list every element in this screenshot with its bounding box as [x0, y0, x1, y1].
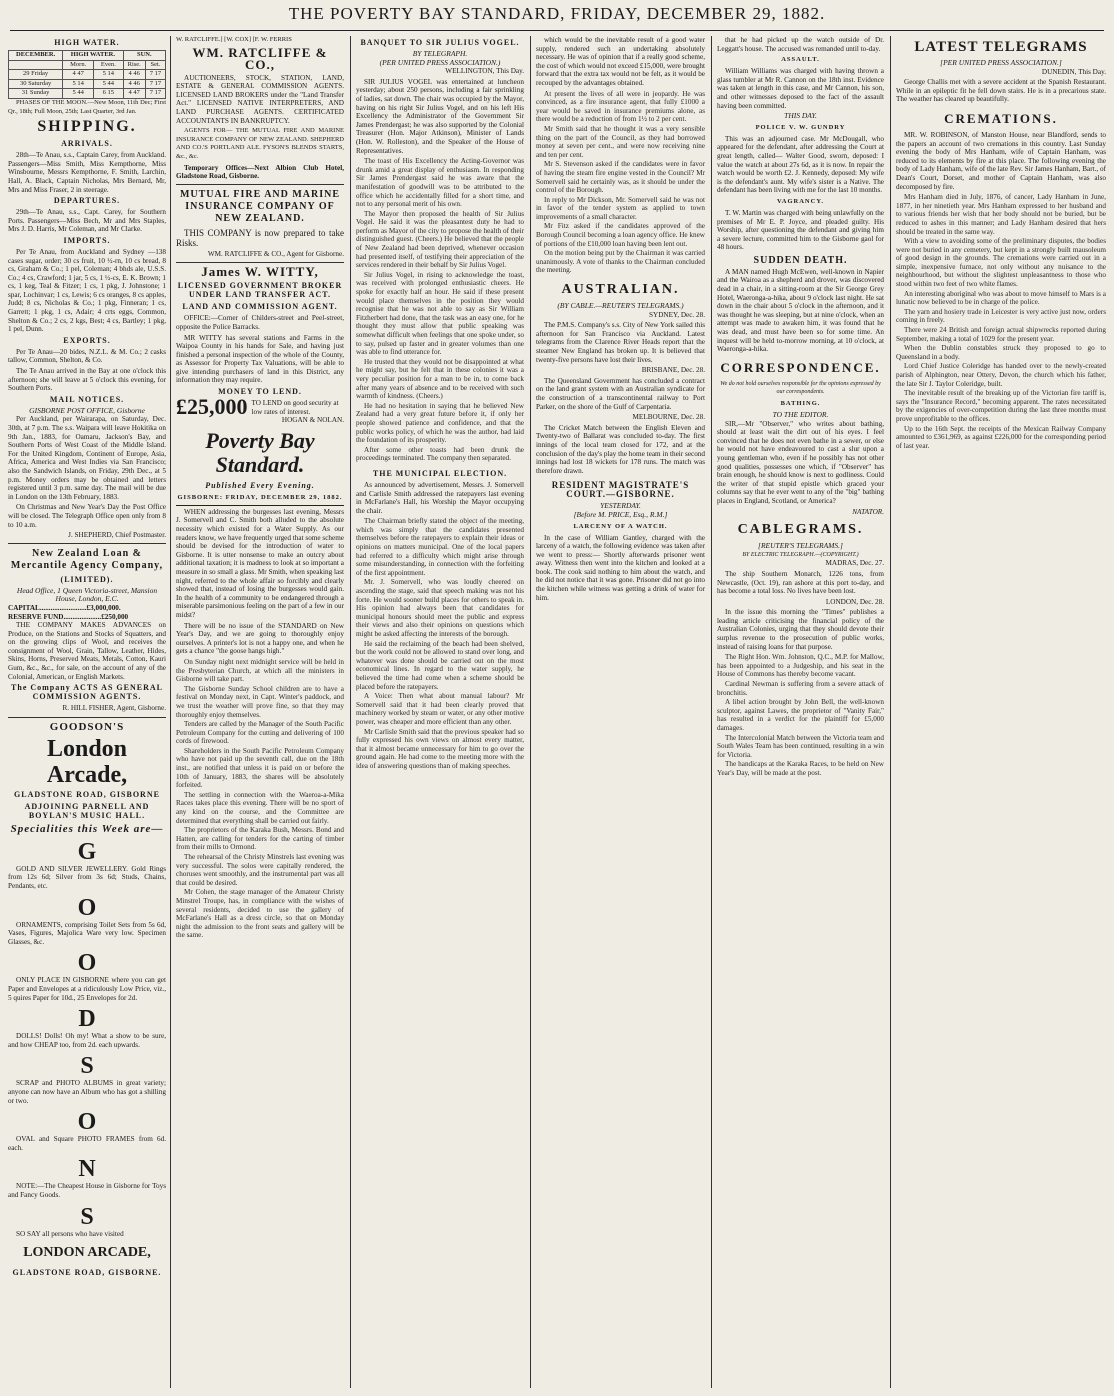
loan-agent: R. HILL FISHER, Agent, Gisborne. — [62, 704, 166, 713]
this-day: THIS DAY. — [784, 111, 817, 121]
money-agent: HOGAN & NOLAN. — [281, 416, 344, 425]
acrostic-line: ONLY PLACE IN GISBORNE where you can get Paper and Envelopes at a ridiculously Low Price, viz., 5 quires Paper for 10d., 25 Envelopes for 2d. — [8, 976, 166, 1002]
loan-capital: CAPITAL..........................£3,000,000. — [8, 603, 121, 612]
rm-court-heading: RESIDENT MAGISTRATE'S COURT.—GISBORNE. — [551, 480, 690, 500]
news-paragraph: In reply to Mr Dickson, Mr. Somervell said he was not in favor of the tender system as applied to town improvements of a small character. — [536, 195, 705, 221]
loan-limited: (LIMITED). — [60, 574, 114, 584]
exports-heading: EXPORTS. — [63, 335, 111, 345]
madras-text: The ship Southern Monarch, 1226 tons, from Newcastle, (Oct. 19), ran ashore at this port to-day, and has become a total loss. No lives have been lost. — [717, 569, 884, 596]
vagrancy-heading: VAGRANCY. — [776, 197, 825, 205]
column-1 — [8, 36, 166, 1388]
sydney-dateline: SYDNEY, Dec. 28. — [649, 310, 705, 319]
table-row — [9, 79, 166, 89]
mutual-agent: WM. RATCLIFFE & CO., Agent for Gisborne. — [207, 249, 344, 258]
news-paragraph: The Right Hon. Wm. Johnston, Q.C., M.P. for Mallow, has been appointed to a Judgeship, and his seat in the House of Commons has thereby become vacant. — [717, 653, 884, 679]
tide-col-header: DECEMBER. — [9, 51, 63, 61]
news-paragraph: The toast of His Excellency the Acting-Governor was drunk amid a great display of enthusiasm. In responding Sir James Prendergast said he was aware that the manifestation of goodwill was to be attributed to the office which he accidentally filled for a short time, and not to any personal merit of his own. — [356, 157, 524, 209]
news-paragraph: The proprietors of the Karaka Bush, Messrs. Bond and Hatten, are calling for tenders for the carting of timber from their mills to Ormond. — [176, 826, 344, 852]
firm-partners: W. RATCLIFFE.] [W. COX] [F. W. FERRIS — [176, 36, 292, 43]
column-6 — [896, 36, 1106, 1388]
tide-cell: 4 47 — [123, 89, 145, 99]
latest-telegrams-heading: LATEST TELEGRAMS — [914, 39, 1088, 55]
news-paragraph: The Intercolonial Match between the Victoria team and South Wales Team has been continued, resulting in a win for Victoria. — [717, 733, 884, 759]
news-paragraph: He said the reclaiming of the beach had been shelved, but the work could not be allowed to stand over long, and whatever was done should be carried out on the most economical lines. In regard to the water supply, he believed the time had come when a scheme should be placed before the ratepayers. — [356, 639, 524, 691]
tide-cell: 7 17 — [145, 70, 165, 80]
masthead-rule — [10, 30, 1104, 31]
news-paragraph: Cardinal Newman is suffering from a severe attack of bronchitis. — [717, 680, 884, 697]
dunedin-dateline: DUNEDIN, This Day. — [1041, 67, 1106, 76]
correspondence-text: SIR,—Mr "Observer," who writes about bathing, should at least wait the dirt out of his eyes. I feel convinced that he does not even bathe in a sewer, or else he would not have endeavoured to cast a slur upon a young gentleman who, even if he possibly has not other good qualities, possesses one which, if "Observer" has brain enough, he should know is next to godliness. Could the writer of that stupid epistle which graced your columns say that he ever went to any of the "big" bathing places in England, Scotland, or America? — [717, 419, 884, 505]
by-telegraph: BY TELEGRAPH. — [412, 49, 468, 58]
divider — [176, 505, 344, 506]
firm-text: AUCTIONEERS, STOCK, STATION, LAND, ESTATE & GENERAL COMMISSION AGENTS. LICENSED LAND BROKERS under the "Land Transfer Act." LICENSED NATIVE INTERPRETERS, AND LAND PURCHASE AGENTS. CERTIFICATED ACCOUNTANTS IN BANKRUPTCY. — [176, 73, 344, 125]
tide-cell: 31 Sunday — [9, 89, 63, 99]
reuter-note: [REUTER'S TELEGRAMS.] — [758, 541, 843, 551]
municipal-lead: As announced by advertisement, Messrs. J. Somervell and Carlisle Smith addressed the ratepayers last evening in McFarlane's Hall, his Worship the Mayor occupying the chair. — [356, 480, 524, 515]
banquet-heading: BANQUET TO SIR JULIUS VOGEL. — [360, 38, 520, 47]
news-paragraph: Lord Chief Justice Coleridge has handed over to the newly-created parish of Alphington, near Ottery, Devon, the church which his father, the late Sir J. Taylor Coleridge, built. — [896, 362, 1106, 388]
no-issue-note: There will be no issue of the STANDARD on New Year's Day, and we are going to thoroughly enjoy ourselves. A printer's lot is not a happy one, and when he gets a chance "the goose hangs high." — [176, 621, 344, 656]
tide-table — [8, 50, 166, 99]
rm-larceny: LARCENY OF A WATCH. — [573, 522, 668, 530]
money-text: TO LEND on good security at low rates of interest. — [251, 399, 339, 416]
news-paragraph: When the Dublin constables struck they proposed to go to Queensland in a body. — [896, 344, 1106, 361]
rm-yesterday: YESTERDAY. — [600, 501, 641, 511]
acrostic-line: NOTE:—The Cheapest House in Gisborne for Toys and Fancy Goods. — [8, 1182, 166, 1199]
witty-text: MR WITTY has several stations and Farms in the Waipoa County in his hands for Sale, and having just finished a personal inspection of the whole of the County, as Assessor for Property Tax Valuations, will be able to give intending purchasers of land in this District, any information they may require. — [176, 333, 344, 385]
tide-cell: 4 46 — [123, 70, 145, 80]
municipal-heading: THE MUNICIPAL ELECTION. — [372, 468, 508, 478]
news-paragraph: Up to the 16th Sept. the receipts of the Mexican Railway Company amounted to £361,969, as against £226,000 for the corresponding period of last year. — [896, 424, 1106, 450]
column-divider — [711, 36, 712, 1388]
election-continued: which would be the inevitable result of a good water supply, rendered such an undertaking absolutely necessary. He was of opinion that if a really good scheme, the cost of which would not exceed £15,000, were brought forward that the extra tax would not be felt, as it would be recouped by the advantages obtained. — [536, 36, 705, 87]
electric-note: BY ELECTRIC TELEGRAPH.—(COPYRIGHT.) — [742, 551, 859, 558]
london-arcade-heading: London Arcade, — [46, 735, 128, 788]
acrostic-line: SO SAY all persons who have visited — [16, 1229, 124, 1238]
press-association: (PER UNITED PRESS ASSOCIATION.) — [379, 57, 501, 67]
cremations-heading: CREMATIONS. — [944, 110, 1058, 126]
news-paragraph: The settling in connection with the Waeroa-a-Mika Races takes place this evening. There will be no sport of any kind on the course, and the Committee are determined that everything shall be carried out fairly. — [176, 790, 344, 825]
banquet-dateline: WELLINGTON, This Day. — [445, 67, 524, 76]
news-paragraph: He trusted that they would not be disappointed at what he might say, but he felt that in these colonies it was a very peculiar position for a man to be in, to come back after many years of absence and to be received with such warmth of kindness. (Cheers.) — [356, 357, 524, 401]
tide-cell: 4 46 — [123, 79, 145, 89]
loan-reserve: RESERVE FUND.....................£250,000 — [8, 612, 129, 621]
goodson-heading: GOODSON'S — [49, 720, 125, 733]
australian-heading: AUSTRALIAN. — [561, 282, 680, 298]
vagrancy-text: T. W. Martin was charged with being unlawfully on the premises of Mr E. P. Joyce, and pleaded guilty. His Worship, after questioning the defendant and giving him a severe lecture, committed him to the Gisborne gaol for 48 hours. — [717, 208, 884, 252]
witty-name: James W. WITTY, — [201, 264, 319, 280]
tide-cell: 6 15 — [94, 89, 123, 99]
police-text: This was an adjourned case. Mr McDougall, who appeared for the defendant, after addressing the Court at great length, called— Walter Good, sworn, deposed: I value the watch at about 27s 6d, as it is now. In repair the watch would be worth £2. J. Kennedy, deposed: My wife is the defendant's aunt. My wife's sister is a Native. The defendant has been living with me for the last 10 months. — [717, 134, 884, 195]
acrostic-line: SCRAP and PHOTO ALBUMS in great variety; anyone can now have an Album who has got a shilling or two. — [8, 1079, 166, 1105]
gladstone-road: GLADSTONE ROAD, GISBORNE — [14, 789, 160, 799]
tide-col-header: SUN. — [123, 51, 165, 61]
acrostic-line: OVAL and Square PHOTO FRAMES from 6d. each. — [8, 1135, 166, 1152]
news-paragraph: Mr S. Stevenson asked if the candidates were in favor of having the steam fire engine vested in the Council? Mr Somervell said he certainly was, as it should be under the control of the Borough. — [536, 160, 705, 195]
tide-cell: 5 14 — [94, 70, 123, 80]
money-heading: MONEY TO LEND. — [218, 387, 302, 397]
brisbane-dateline: BRISBANE, Dec. 28. — [641, 366, 705, 375]
london-text: In the issue this morning the "Times" publishes a leading article criticising the financial policy of the Australian Colonies, urging that they should devote their surplus revenue to the prosecution of public works, instead of raising loans for that purpose. — [717, 608, 884, 651]
column-4 — [536, 36, 705, 1388]
arrivals-heading: ARRIVALS. — [61, 139, 113, 149]
tide-subheader — [9, 60, 63, 70]
witty-sub: LICENSED GOVERNMENT BROKER UNDER LAND TRANSFER ACT. — [177, 281, 343, 300]
correspondence-heading: CORRESPONDENCE. — [720, 359, 881, 375]
melbourne-dateline: MELBOURNE, Dec. 28. — [632, 413, 705, 422]
mail-sub: GISBORNE POST OFFICE, Gisborne — [29, 405, 145, 415]
firm-name: WM. RATCLIFFE & CO., — [192, 44, 328, 72]
local-news — [176, 658, 344, 940]
news-paragraph: The Chairman briefly stated the object of the meeting, which was simply that the candidates presented themselves before the ratepayers to explain their ideas or opinions on matters municipal. One of the local papers had referred to a difficulty which might arise through some misunderstanding, in connection with the forfeiting of the first appointment. — [356, 517, 524, 577]
news-paragraph: With a view to avoiding some of the preliminary disputes, the bodies were not buried in any cemetery, but kept in a strongly built mausoleum of good design in the grounds. The cremations were carried out in a simple, inexpensive furnace, not only without any nuisance to the neighbourhood, but without the slightest unpleasantness to those who stood within two feet of two white flames. — [896, 237, 1106, 289]
tide-subheader: Rise. — [123, 60, 145, 70]
sudden-death-heading: SUDDEN DEATH. — [753, 254, 848, 266]
sudden-death-text: A MAN named Hugh McEwen, well-known in Napier and the Wairoa as a shepherd and drover, was discovered dead in a chair, in a sitting-room at the Sir George Grey Hotel, Waeronga-a-hika, about 9 o'clock last night. He sat down in the chair about 5 o'clock in the afternoon, and it was thought he was sleeping, but at nine o'clock, when an attempt was made to awaken him, it was found that he was dead, and must have been so for some time. An inquest will be held to-morrow morning, at 10 o'clock, at Waeronga-a-hika. — [717, 267, 884, 354]
bathing-heading: BATHING. — [780, 400, 821, 407]
acrostic-letter: S — [80, 1203, 94, 1230]
specialities: Specialities this Week are— — [10, 822, 164, 835]
tide-col-header: HIGH WATER. — [63, 51, 123, 61]
news-paragraph: On the motion being put by the Chairman it was carried unanimously. A vote of thanks to the Chairman concluded the meeting. — [536, 249, 705, 275]
rm-text: In the case of William Gantley, charged with the larceny of a watch, the following evidence was taken after we went to press:— Shortly afterwards prisoner went away. Witness then went into the kitchen and looked at a book. The cook said nothing to him about the watch, and he did not notice that it was gone. Prisoner did not go into the kitchen while witness was getting a drink of water for him. — [536, 533, 705, 602]
anau-note: The Te Anau arrived in the Bay at one o'clock this afternoon; she will leave at 5 o'clock this evening, for Southern Ports. — [8, 367, 166, 393]
news-paragraph: Mr Carlisle Smith said that the previous speaker had so fully expressed his own views on almost every matter, that it almost became unnecessary for him to go over the ground again. He had come to the meeting more with the idea of answering questions than of making speeches. — [356, 727, 524, 770]
tide-cell: 5 44 — [63, 89, 94, 99]
tide-cell: 29 Friday — [9, 70, 63, 80]
cablegrams-heading: CABLEGRAMS. — [737, 522, 864, 538]
column-divider — [890, 36, 891, 1388]
news-paragraph: Mr Smith said that he thought it was a very sensible thing on the part of the Council, as they had borrowed money at seven per cent., and were now receiving nine and ten per cent. — [536, 124, 705, 159]
editorial: WHEN addressing the burgesses last evening, Messrs J. Somervell and C. Smith both alluded to the absolute necessity which existed for a Water Supply. As our readers know, we have frequently urged that some scheme should be devised for the introduction of water to Gisborne. It is utter nonsense to make an outcry about additional taxation; it is madness to look at so important a measure in so small a glass. Mr Smith, when speaking last night, referred to the whole affair so forcibly and clearly showed that, instead of losing the burgesses would gain. In the health of a community to be endangered through a miserable parsimonious feeling on the part of a few in our midst? — [176, 507, 344, 619]
money-ad — [176, 394, 344, 420]
exports-text: Per Te Anau—20 bides, N.Z.L. & M. Co.; 2 casks tallow, Common, Shelton, & Co. — [8, 347, 166, 365]
witty-role: LAND AND COMMISSION AGENT. — [182, 302, 338, 312]
banquet-body — [356, 157, 524, 463]
mail-text: Per Auckland, per Wairarapa, on Saturday, Dec. 30th, at 7 p.m. The s.s. Waipara will leave Hokitika on 9th Jan., 1883, for Oamaru, Jackson's Bay, and Southern Ports of West Coast of the Middle Island. For the United Kingdom, Continent of Europe, Asia, Africa, America and West Indies via San Francisco; also the Sandwich Islands, on Friday, 29th Dec., at 5 p.m. Money orders may be obtained and letters registered until 3 p.m. same day. The mail will be due in London on the 13th February, 1883. — [8, 415, 166, 501]
news-paragraph: The handicaps at the Karaka Races, to be held on New Year's Day, will be made at the post. — [717, 760, 884, 777]
departures-heading: DEPARTURES. — [53, 196, 121, 206]
acrostic-letter: S — [80, 1053, 94, 1080]
tide-cell: 5 14 — [63, 79, 94, 89]
mutual-title: MUTUAL FIRE AND MARINE INSURANCE COMPANY OF NEW ZEALAND. — [179, 188, 341, 224]
tide-cell: 7 17 — [145, 89, 165, 99]
tide-cell: 4 47 — [63, 70, 94, 80]
news-paragraph: The yarn and hosiery trade in Leicester is very active just now, orders coming in freely. — [896, 307, 1106, 325]
misc-news — [896, 193, 1106, 450]
dateline: GISBORNE: FRIDAY, DECEMBER 29, 1882. — [177, 493, 343, 501]
tide-subheader: Morn. — [63, 60, 94, 70]
cable-body — [717, 653, 884, 777]
acrostic-line: ORNAMENTS, comprising Toilet Sets from 5s 6d, Vases, Figures, Majolica Ware very low. Specimen Glasses, &c. — [8, 920, 166, 946]
mutual-ad — [176, 184, 344, 264]
correspondence-note: We do not hold ourselves responsible for the opinions expressed by our correspondents. — [720, 380, 881, 396]
table-row — [9, 89, 166, 99]
acrostic-line: GOLD AND SILVER JEWELLERY. Gold Rings from 12s 6d; Silver from 3s 6d; Studs, Chains, Pendants, etc. — [8, 864, 166, 891]
mail-heading: MAIL NOTICES. — [49, 394, 125, 404]
assault-heading: ASSAULT. — [781, 56, 820, 64]
departures-text: 29th—Te Anau, s.s., Capt. Carey, for Southern Ports. Passengers—Miss Bech, Mr and Mrs Staples, Mrs J. D. Harris, Mr Coleman, and Mr Clarke. — [8, 208, 166, 234]
brisbane-text: The Queensland Government has concluded a contract on the land grant system with an Australian syndicate for the construction of a transcontinental railway to Port Parker, on the shore of the Gulf of Carpentaria. — [536, 376, 705, 411]
mutual-text: THIS COMPANY is now prepared to take Risks. — [176, 227, 344, 248]
news-paragraph: Tenders are called by the Manager of the South Pacific Petroleum Company for the cutting and delivering of 100 cords of firewood. — [176, 720, 344, 746]
published: Published Every Evening. — [205, 480, 315, 490]
news-paragraph: After some other toasts had been drunk the proceedings terminated. The company then separated. — [356, 445, 524, 463]
loan-office: Head Office, 1 Queen Victoria-street, Mansion House, London, E.C. — [16, 585, 158, 604]
postmaster: J. SHEPHERD, Chief Postmaster. — [68, 531, 166, 540]
imports-heading: IMPORTS. — [63, 235, 111, 245]
column-3 — [356, 36, 524, 1388]
news-paragraph: There were 24 British and foreign actual shipwrecks reported during September, making a total of 1029 for the present year. — [896, 326, 1106, 343]
acrostic-letter: O — [77, 1109, 97, 1136]
news-paragraph: The inevitable result of the breaking up of the Victorian fire tariff is, says the "Insurance Record," becoming apparent. The rates necessitated by the exigencies of over-competition during the last three months must prove unprofitable to the offices. — [896, 389, 1106, 423]
news-paragraph: The Gisborne Sunday School children are to have a festival on Monday next, in Capt. Winter's paddock, and we trust the weather will prove fine, so that they may thoroughly enjoy themselves. — [176, 684, 344, 719]
correspondence-signer: NATATOR. — [852, 507, 884, 516]
news-paragraph: Shareholders in the South Pacific Petroleum Company who have not paid up the seventh call, due on the 18th inst., are notified that unless it is paid on or before the 10th of January, 1883, the shares will be absolutely forfeited. — [176, 746, 344, 790]
loan-text: THE COMPANY MAKES ADVANCES on Produce, on the Stations and Stocks of Squatters, and on the growing clips of Wool, and receives the consignment of Wool, Grain, Tallow, Leather, Hides, Skins, Horns, Preserved Meats, Metals, Cotton, Kauri Gum, &c., &c., for sale, on the account of any of the Colonial, American, or English Markets. — [8, 621, 166, 681]
acrostic-letter: N — [78, 1156, 96, 1183]
acrostic-letter: D — [78, 1006, 96, 1033]
money-amount: £25,000 — [176, 394, 248, 420]
news-paragraph: Mr. J. Somervell, who was loudly cheered on ascending the stage, said that speech making was not his forte. He would sooner build places for others to speak in. His opinion had always been that candidates for municipal honours should meet the public and express their views and also their opinions on questions which might be asked affecting the interests of the borough. — [356, 578, 524, 638]
tide-subheader: Even. — [94, 60, 123, 70]
masthead: THE POVERTY BAY STANDARD, FRIDAY, DECEMBER 29, 1882. — [288, 4, 826, 23]
news-paragraph: Sir Julius Vogel, in rising to acknowledge the toast, was received with prolonged enthusiastic cheers. He spoke for exactly half an hour. He said if these present would place themselves in the position they would recognise that he was not able to say as Sir William Fitzherbert had done, that the task was an easy one, for he thought they must allow that public speaking was somewhat difficult when feelings that one spoke under, so to say, pulsed up faster and in greater volumes than one was able to find utterance for. — [356, 270, 524, 357]
table-row — [9, 70, 166, 80]
column-2 — [176, 36, 344, 1388]
news-paragraph: At present the lives of all were in jeopardy. He was convinced, as a fire insurance agent, that fully £1000 a year would be saved in insurance premiums alone, as there would be a reduction of from 1½ to 2 per cent. — [536, 89, 705, 124]
tide-cell: 7 17 — [145, 79, 165, 89]
latest-assoc: [PER UNITED PRESS ASSOCIATION.] — [940, 58, 1062, 67]
news-paragraph: Mr Cohen, the stage manager of the Amateur Christy Minstrel Troupe, has, in compliance with the wishes of several residents, decided to use the gallery of McFarlane's Hall as a dress circle, so that on Monday night the admission to the front seats and gallery will be the same. — [176, 888, 344, 940]
police-heading: POLICE V. W. GUNDRY — [755, 123, 846, 131]
moon-phases: PHASES OF THE MOON.—New Moon, 11th Dec; First Qr., 18th; Full Moon, 25th; Last Quarter, 3rd Jan. — [8, 98, 166, 115]
acrostic-line: DOLLS! Dolls! Oh my! What a show to be sure, and how CHEAP too, from 2d. each upwards. — [8, 1032, 166, 1049]
tide-cell: 30 Saturday — [9, 79, 63, 89]
loan-agency: The Company ACTS AS GENERAL COMMISSION AGENTS. — [11, 683, 163, 702]
tide-subheader: Set. — [145, 60, 165, 70]
acrostic-letter: O — [77, 894, 97, 921]
column-divider — [350, 36, 351, 1388]
tide-cell: 5 44 — [94, 79, 123, 89]
news-paragraph: On Sunday night next midnight service will be held in the Presbyterian Church, at which all the ministers in Gisborne will take part. — [176, 657, 344, 684]
footer-road: GLADSTONE ROAD, GISBORNE. — [12, 1268, 162, 1278]
paper-title: Poverty Bay Standard. — [205, 427, 315, 477]
shipping-heading: SHIPPING. — [37, 118, 137, 136]
holiday-note: On Christmas and New Year's Day the Post Office will be closed. The Telegraph Office open only from 8 to 10 a.m. — [8, 503, 166, 529]
cable-note: (BY CABLE.—REUTER'S TELEGRAMS.) — [557, 301, 684, 311]
tide-heading: HIGH WATER. — [54, 38, 120, 47]
adjoining: ADJOINING PARNELL AND BOYLAN'S MUSIC HALL. — [24, 801, 150, 820]
court-continued: that he had picked up the watch outside of Dr. Leggatt's house. The accused was remanded until to-day. — [717, 36, 884, 53]
imports-text: Per Te Anau, from Auckland and Sydney —138 cases sugar, order; 30 cs fruit, 10 ½-rn, 10 cs bread, 8 cs, Graham & Co.; 1 pel, Coleman; 4 bhds ale, U.S.S. Co.; 4 cs, Crawford; 1 jar, 5 cs, 1 ½-cs, E. K. Brown; 1 cs, 1 keg, Teal & Fitzer; 1 cs, 1 pkg, J. Johnstone; 1 spar, Lochinvar; 1 cs, Lewis; 6 cs oranges, 8 cs apples, Judd; 8 cs, Nicholas & Co.; 1 pkg, Finneran; 1 cs, Garrett; 1 pkg, 1 cs, Adair; 4 crts eggs, Common, Shelton & Co.; 2 cs, 2 kgs, Best; 4 cs, Bartley; 1 pkg, 1 pel, Dunn. — [8, 247, 166, 334]
news-paragraph: Mrs Hanham died in July, 1876, of cancer, Lady Hanham in June, 1877, in her ninetieth year. Mrs Hanham expressed to her husband and to various friends her wish that her body should not be buried, but be reduced to ashes in this manner; and Lady Hanham desired that hers should be treated in the same way. — [896, 193, 1106, 236]
news-paragraph: A Voice: Then what about manual labour? Mr Somervell said that it had been clearly proved that machinery worked by steam or water, or any other motive power, was cheaper and more efficient than any other. — [356, 692, 524, 726]
loan-title: New Zealand Loan & Mercantile Agency Company, — [10, 547, 164, 571]
news-paragraph: A libel action brought by John Bell, the well-known sculptor, against Lawes, the proprietor of "Vanity Fair," has resulted in a verdict for the plaintiff for £5,000 damages. — [717, 698, 884, 732]
news-paragraph: Mr Fitz asked if the candidates approved of the Borough Council becoming a loan agency office. He knew of portions of the £10,000 loan having been lent out. — [536, 222, 705, 248]
news-paragraph: He had no hesitation in saying that he believed New Zealand had a very great future before it, if only her people showed patience and confidence, and that the public works policy, of which he was the author, had laid the foundation of its prosperity. — [356, 401, 524, 445]
to-editor: TO THE EDITOR. — [772, 410, 829, 419]
madras-dateline: MADRAS, Dec. 27. — [825, 559, 884, 568]
acrostic-letter: O — [77, 950, 97, 977]
temp-offices: Temporary Offices—Next Albion Club Hotel, Gladstone Road, Gisborne. — [176, 163, 344, 181]
arrivals-text: 28th—Te Anau, s.s., Captain Carey, from Auckland. Passengers—Miss Smith, Miss Kempthorne, Miss Winsbourne, Messrs Kempthorne, F. Smith, Larchin, Hall, A. Black, Captain Nicholas, Mrs Bernard, Mr, Mrs and Miss Fraser, 2 in steerage. — [8, 151, 166, 194]
column-5 — [717, 36, 884, 1388]
news-paragraph: An interesting aboriginal who was about to move himself to Mars is a lunatic now believed to be in charge of the police. — [896, 289, 1106, 307]
column-divider — [530, 36, 531, 1388]
assault-text: William Williams was charged with having thrown a glass tumbler at Mr R. Cannon on the 18th inst. Evidence was taken at length in this case, and Mr Cannon, his son, and other witnesses deposed to the fact of the assault having been committed. — [717, 67, 884, 110]
firm-agents: AGENTS FOR— THE MUTUAL FIRE AND MARINE INSURANCE COMPANY OF NEW ZEALAND. SHEPHERD AND CO.'S PORTLAND ALE. FYSON'S BLENDS STARTS, &c., &c. — [176, 127, 344, 160]
cremations-text: MR. W. ROBINSON, of Manston House, near Blandford, sends to the papers an account of two cremations in this country. Last Sunday evening the body of Mrs Hanham, wife of Captain Hanham, was reduced to its elements by fire at this place. The following evening the body of Lady Hanham, wife of the late Rev. Sir James Hanham, Bart., of Dean's Court, Dorset, and mother of Captain Hanham, was also decomposed by fire. — [896, 130, 1106, 191]
witty-office: OFFICE:—Corner of Childers-street and Peel-street, opposite the Police Barracks. — [176, 314, 344, 331]
acrostic-letter: G — [77, 838, 97, 865]
loan-ad — [8, 543, 166, 718]
footer-arcade: LONDON ARCADE, — [23, 1245, 151, 1261]
london-dateline: LONDON, Dec. 28. — [825, 597, 884, 606]
sydney-text: The P.M.S. Company's s.s. City of New York sailed this afternoon for San Francisco via Auckland. Latest telegrams from the Clarence River Heads report that the steamer New England has broken up. It is believed that twenty-five persons have lost their lives. — [536, 321, 705, 364]
banquet-lead: SIR JULIUS VOGEL was entertained at luncheon yesterday; about 250 persons, including a fair sprinkling of ladies, sat down. The chair was occupied by the Mayor, having on his right Sir Julius Vogel, and on his left His Excellency the Administrator of the Government Sir James Prendergast; he was also supported by the Colonial Treasurer (Hon. Major Atkinson), Minister of Lands (Hon. W. Rolleston), and the Speaker of the House of Representatives. — [356, 77, 524, 155]
rm-before: [Before M. PRICE, Esq., R.M.] — [573, 509, 668, 519]
news-paragraph: The rehearsal of the Christy Minstrels last evening was very successful. The solos were capitally rendered, the choruses went smoothly, and the instrumental part was all that could be desired. — [176, 853, 344, 887]
column-divider — [170, 36, 171, 1388]
dunedin-text: George Challis met with a severe accident at the Spanish Restaurant. While in an epileptic fit he fell down stairs. He is in a precarious state. The weather has cleared up beautifully. — [896, 78, 1106, 104]
melbourne-text: The Cricket Match between the English Eleven and Twenty-two of Ballarat was concluded to-day. The first innings of the local team closed for 172, and at the conclusion of the day's play the home team in their second innings had lost 18 wickets for 178 runs. The match was therefore drawn. — [536, 423, 705, 475]
election-body — [536, 90, 705, 275]
news-paragraph: The Mayor then proposed the health of Sir Julius Vogel. He said it was the pleasantest duty he had to perform as Mayor of the city to propose the health of their distinguished guest. (Cheers.) He believed that the people of New Zealand had been deprived, whenever occasion had presented itself, of testifying their appreciation of the services rendered in their behalf by Sir Julius Vogel. — [356, 209, 524, 270]
municipal-body — [356, 517, 524, 770]
